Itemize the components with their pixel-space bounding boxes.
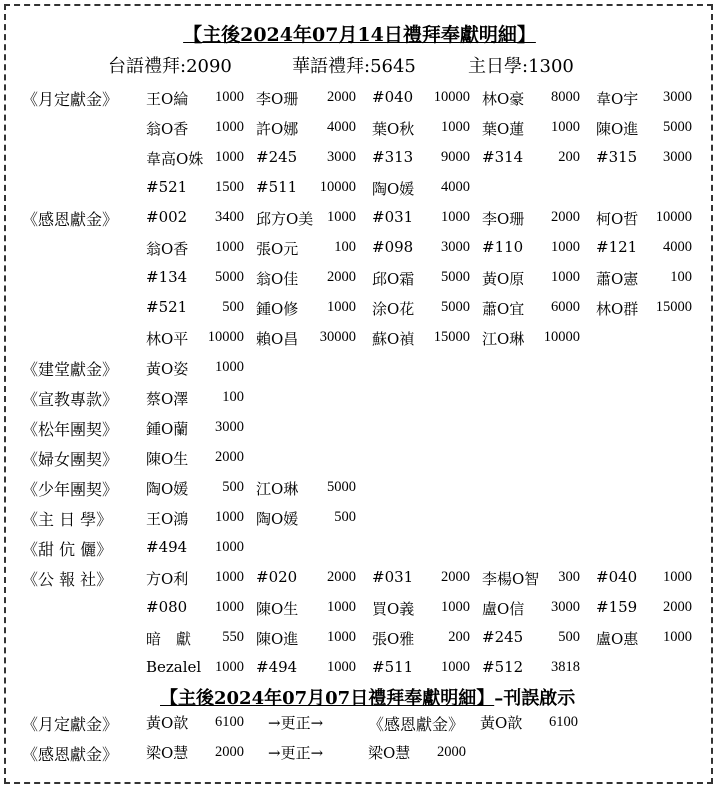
donation-amount: 2000	[551, 209, 580, 225]
donor-name: 翁O香	[146, 240, 189, 258]
donation-amount: 3000	[551, 599, 580, 615]
donor-name: 葉O秋	[372, 120, 415, 138]
donation-amount: 1000	[327, 299, 356, 315]
donor-name: 翁O香	[146, 120, 189, 138]
donor-name: 江O琳	[256, 480, 299, 498]
donation-amount: 1000	[441, 209, 470, 225]
donor-name: #040	[372, 88, 414, 106]
donation-amount: 10000	[655, 209, 692, 225]
donor-name: #031	[372, 208, 414, 226]
donation-amount: 3000	[327, 149, 356, 165]
donor-name: 李O珊	[482, 210, 525, 228]
donation-amount: 2000	[441, 569, 470, 585]
donation-amount: 500	[334, 509, 356, 525]
donor-name: 陶O媛	[146, 480, 189, 498]
correction-amount: 6100	[215, 714, 244, 730]
donor-name: 陶O媛	[372, 180, 415, 198]
donor-name: 江O琳	[482, 330, 525, 348]
corrected-name: 黃O歆	[480, 714, 523, 732]
donation-amount: 4000	[663, 239, 692, 255]
donation-amount: 3400	[215, 209, 244, 225]
donation-amount: 1000	[215, 359, 244, 375]
donor-name: 陳O進	[256, 630, 299, 648]
corrected-amount: 6100	[549, 714, 578, 730]
donation-amount: 1000	[215, 659, 244, 675]
donor-name: #511	[256, 178, 298, 196]
donation-amount: 1000	[551, 239, 580, 255]
section-label: 《少年團契》	[22, 480, 119, 499]
donation-amount: 1000	[327, 599, 356, 615]
donor-name: 韋O宇	[596, 90, 639, 108]
donor-name: #245	[482, 628, 524, 646]
donation-amount: 100	[222, 389, 244, 405]
donor-name: 買O義	[372, 600, 415, 618]
donor-name: 黃O原	[482, 270, 525, 288]
donation-amount: 2000	[663, 599, 692, 615]
donor-name: #110	[482, 238, 524, 256]
donor-name: #521	[146, 298, 188, 316]
donor-name: #494	[256, 658, 298, 676]
correction-section-label: 《月定獻金》	[22, 715, 119, 734]
section-label: 《松年團契》	[22, 420, 119, 439]
attendance-item: 台語禮拜:2090	[108, 56, 232, 77]
donor-name: #134	[146, 268, 188, 286]
corrected-amount: 2000	[437, 744, 466, 760]
donor-name: 林O群	[596, 300, 639, 318]
donor-name: #121	[596, 238, 638, 256]
donor-name: #020	[256, 568, 298, 586]
donation-amount: 15000	[433, 329, 470, 345]
donation-amount: 100	[670, 269, 692, 285]
donor-name: 林O豪	[482, 90, 525, 108]
attendance-item: 主日學:1300	[468, 56, 574, 77]
donation-amount: 3000	[663, 149, 692, 165]
section-label: 《婦女團契》	[22, 450, 119, 469]
correction-name: 黃O歆	[146, 714, 189, 732]
section-label: 《宣教專款》	[22, 390, 119, 409]
correction-arrow: →更正→	[268, 714, 324, 732]
donor-name: 陳O生	[146, 450, 189, 468]
donation-amount: 500	[222, 299, 244, 315]
donation-amount: 2000	[327, 89, 356, 105]
donor-name: 柯O哲	[596, 210, 639, 228]
donation-amount: 1000	[327, 659, 356, 675]
donor-name: 林O平	[146, 330, 189, 348]
donor-name: 陳O進	[596, 120, 639, 138]
donor-name: 盧O信	[482, 600, 525, 618]
donor-name: 王O綸	[146, 90, 189, 108]
donation-amount: 550	[222, 629, 244, 645]
donor-name: 李O珊	[256, 90, 299, 108]
correction-name: 梁O慧	[146, 744, 189, 762]
donation-amount: 1000	[215, 539, 244, 555]
donation-amount: 2000	[327, 569, 356, 585]
donation-amount: 1000	[441, 119, 470, 135]
donor-name: #040	[596, 568, 638, 586]
donation-amount: 200	[448, 629, 470, 645]
donor-name: #098	[372, 238, 414, 256]
donor-name: #002	[146, 208, 188, 226]
donor-name: 盧O惠	[596, 630, 639, 648]
correction-amount: 2000	[215, 744, 244, 760]
donation-amount: 3818	[551, 659, 580, 675]
donor-name: 鍾O修	[256, 300, 299, 318]
donor-name: 陶O媛	[256, 510, 299, 528]
corrected-section-label: 《感恩獻金》	[368, 715, 465, 734]
donation-amount: 1000	[215, 239, 244, 255]
donor-name: 邱方O美	[256, 210, 314, 228]
donor-name: 涂O花	[372, 300, 415, 318]
donation-amount: 9000	[441, 149, 470, 165]
donor-name: Bezalel	[146, 658, 202, 676]
donation-amount: 5000	[441, 299, 470, 315]
donor-name: 蔡O澤	[146, 390, 189, 408]
donation-amount: 500	[222, 479, 244, 495]
donation-amount: 1500	[215, 179, 244, 195]
donor-name: 韋高O姝	[146, 150, 204, 168]
donation-amount: 3000	[441, 239, 470, 255]
donor-name: #511	[372, 658, 414, 676]
donor-name: 黃O姿	[146, 360, 189, 378]
correction-section-label: 《感恩獻金》	[22, 745, 119, 764]
donation-amount: 1000	[215, 599, 244, 615]
donation-amount: 200	[558, 149, 580, 165]
donation-amount: 10000	[543, 329, 580, 345]
donation-amount: 1000	[215, 119, 244, 135]
donation-amount: 5000	[215, 269, 244, 285]
donation-amount: 1000	[215, 509, 244, 525]
corrected-name: 梁O慧	[368, 744, 411, 762]
donation-amount: 6000	[551, 299, 580, 315]
donation-amount: 1000	[663, 569, 692, 585]
donation-amount: 1000	[663, 629, 692, 645]
donor-name: #245	[256, 148, 298, 166]
donation-amount: 3000	[663, 89, 692, 105]
donor-name: 蕭O宜	[482, 300, 525, 318]
donor-name: 鍾O蘭	[146, 420, 189, 438]
donor-name: #159	[596, 598, 638, 616]
donor-name: #313	[372, 148, 414, 166]
donation-amount: 1000	[215, 569, 244, 585]
section-label: 《主 日 學》	[22, 510, 113, 529]
donation-amount: 4000	[441, 179, 470, 195]
donor-name: #315	[596, 148, 638, 166]
donor-name: 蘇O禎	[372, 330, 415, 348]
donation-amount: 2000	[327, 269, 356, 285]
donation-amount: 2000	[215, 449, 244, 465]
donation-amount: 10000	[319, 179, 356, 195]
donation-amount: 30000	[319, 329, 356, 345]
donation-amount: 1000	[215, 149, 244, 165]
donor-name: 王O鴻	[146, 510, 189, 528]
section-label: 《公 報 社》	[22, 570, 113, 589]
donor-name: 暗 獻	[146, 630, 192, 648]
donation-amount: 1000	[441, 599, 470, 615]
donation-amount: 5000	[663, 119, 692, 135]
donation-amount: 1000	[441, 659, 470, 675]
donor-name: #521	[146, 178, 188, 196]
donor-name: 許O娜	[256, 120, 299, 138]
donation-amount: 100	[334, 239, 356, 255]
donor-name: 李楊O智	[482, 570, 540, 588]
donation-amount: 1000	[327, 629, 356, 645]
donation-amount: 15000	[655, 299, 692, 315]
donor-name: 陳O生	[256, 600, 299, 618]
donation-amount: 1000	[551, 119, 580, 135]
donor-name: 張O元	[256, 240, 299, 258]
donor-name: 翁O佳	[256, 270, 299, 288]
donation-amount: 500	[558, 629, 580, 645]
page-title: 【主後2024年07月14日禮拜奉獻明細】	[183, 24, 536, 46]
section-label: 《月定獻金》	[22, 90, 119, 109]
donation-amount: 10000	[207, 329, 244, 345]
section-label: 《建堂獻金》	[22, 360, 119, 379]
donation-amount: 10000	[433, 89, 470, 105]
donation-amount: 1000	[327, 209, 356, 225]
donor-name: 蕭O憲	[596, 270, 639, 288]
donor-name: 方O利	[146, 570, 189, 588]
donor-name: #080	[146, 598, 188, 616]
donor-name: #512	[482, 658, 524, 676]
donor-name: 邱O霜	[372, 270, 415, 288]
section-label: 《甜 伉 儷》	[22, 540, 113, 559]
donation-amount: 1000	[551, 269, 580, 285]
correction-arrow: →更正→	[268, 744, 324, 762]
donation-amount: 300	[558, 569, 580, 585]
donation-amount: 8000	[551, 89, 580, 105]
donor-name: 張O雅	[372, 630, 415, 648]
donation-amount: 1000	[215, 89, 244, 105]
donor-name: 葉O蓮	[482, 120, 525, 138]
donor-name: #031	[372, 568, 414, 586]
correction-title: 【主後2024年07月07日禮拜奉獻明細】–刊誤啟示	[160, 688, 576, 709]
donation-amount: 5000	[327, 479, 356, 495]
donor-name: 賴O昌	[256, 330, 299, 348]
donation-amount: 3000	[215, 419, 244, 435]
attendance-item: 華語禮拜:5645	[292, 56, 416, 77]
section-label: 《感恩獻金》	[22, 210, 119, 229]
donor-name: #314	[482, 148, 524, 166]
donation-amount: 4000	[327, 119, 356, 135]
donation-amount: 5000	[441, 269, 470, 285]
donor-name: #494	[146, 538, 188, 556]
